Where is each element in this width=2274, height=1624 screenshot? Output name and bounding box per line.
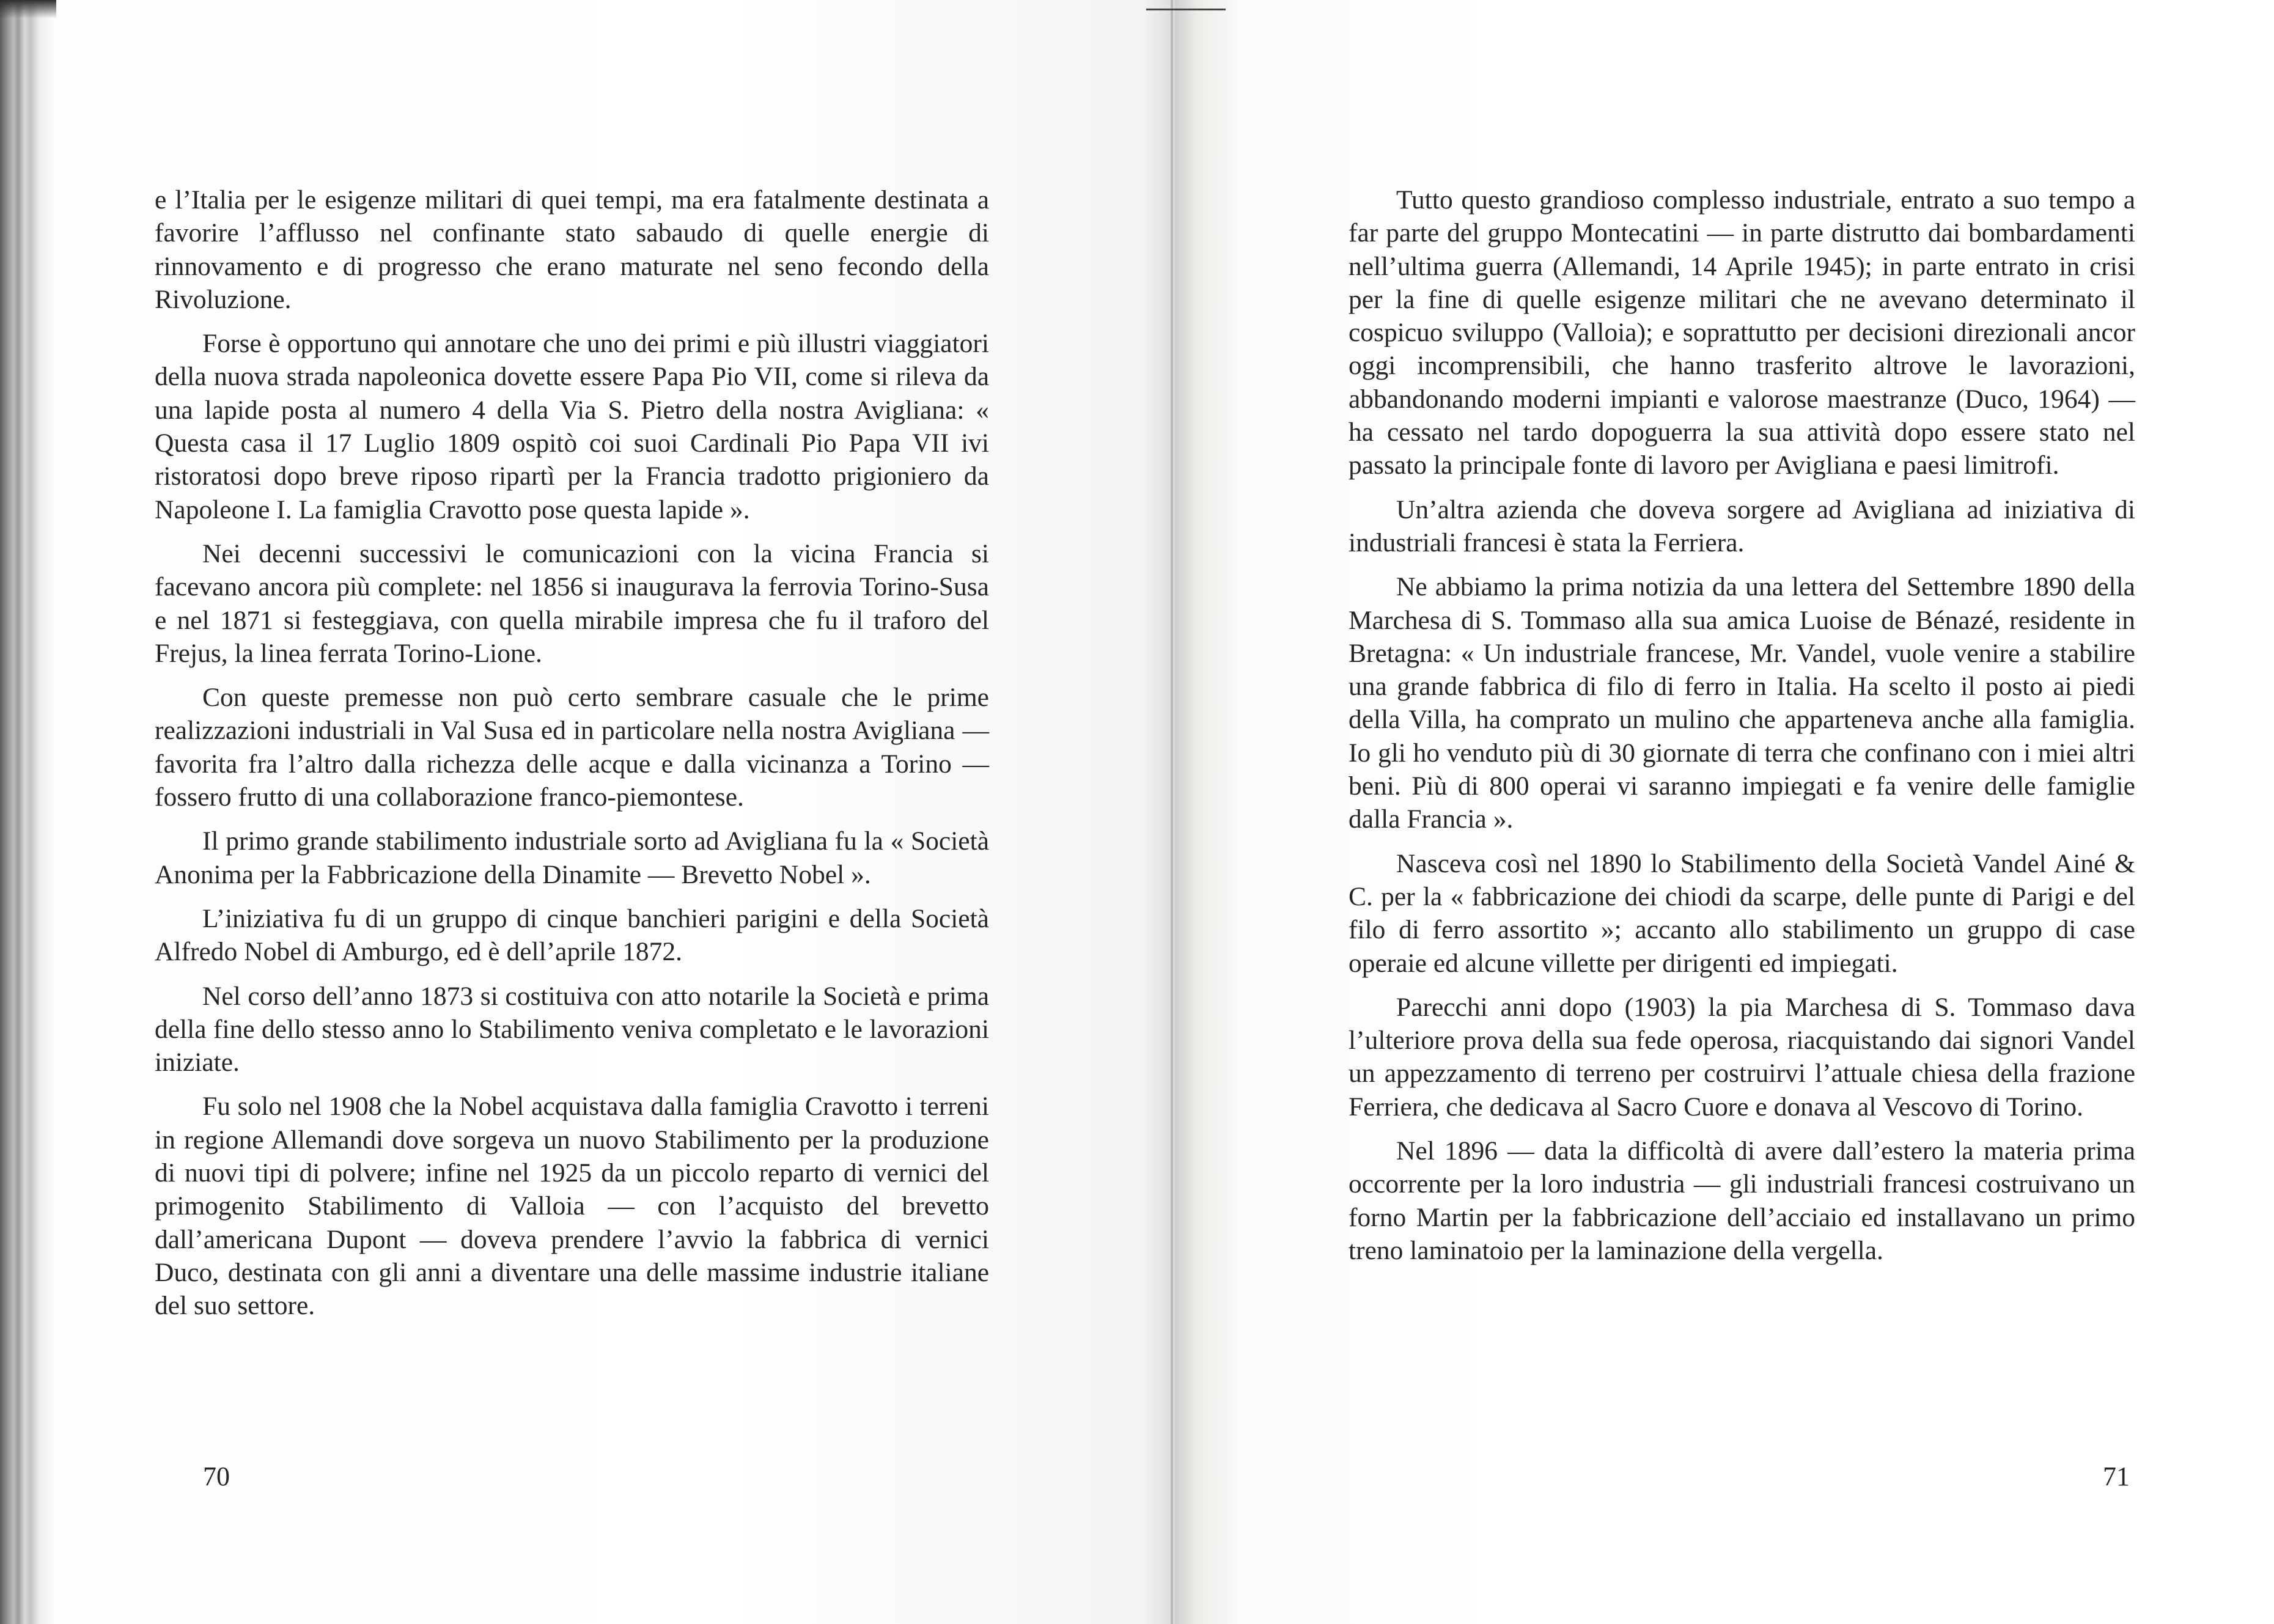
paragraph: Ne abbiamo la prima notizia da una lettera del Settembre 1890 della Marchesa di S. Tommaso alla sua amica Luoise de Bénazé, residente in Bretagna: « Un industriale francese, Mr. Vandel, vuole venire a stabilire una grande fabbrica di filo di ferro in Italia. Ha scelto il posto ai piedi della Villa, ha comprato un mulino che apparteneva anche alla famiglia. Io gli ho venduto più di 30 giornate di terra che confinano con i miei altri beni. Più di 800 operai vi saranno impiegati e fa venire delle famiglie dalla Francia ». xyxy=(1349,572,2135,834)
left-page-text xyxy=(155,183,989,1334)
paragraph: L’iniziativa fu di un gruppo di cinque banchieri parigini e della Società Alfredo Nobel di Amburgo, ed è dell’aprile 1872. xyxy=(155,903,989,967)
paragraph: Parecchi anni dopo (1903) la pia Marchesa di S. Tommaso dava l’ulteriore prova della sua fede operosa, riacquistando dai signori Vandel un appezzamento di terreno per costruirvi l’attuale chiesa della frazione Ferriera, che dedicava al Sacro Cuore e donava al Vescovo di Torino. xyxy=(1349,992,2135,1122)
gutter-mark xyxy=(1146,9,1226,10)
paragraph: Nel 1896 — data la difficoltà di avere dall’estero la materia prima occorrente per la loro industria — gli industriali francesi costruivano un forno Martin per la fabbricazione dell’acciaio ed installavano un primo treno laminatoio per la laminazione della vergella. xyxy=(1349,1136,2135,1265)
paragraph: Un’altra azienda che doveva sorgere ad Avigliana ad iniziativa di industriali francesi è stata la Ferriera. xyxy=(1349,494,2135,557)
paragraph: Forse è opportuno qui annotare che uno dei primi e più illustri viaggiatori della nuova strada napoleonica dovette essere Papa Pio VII, come si rileva da una lapide posta al numero 4 della Via S. Pietro della nostra Avigliana: « Questa casa il 17 Luglio 1809 ospitò coi suoi Cardinali Pio Papa VII ivi ristoratosi dopo breve riposo ripartì per la Francia tradotto prigioniero da Napoleone I. La famiglia Cravotto pose questa lapide ». xyxy=(155,329,989,524)
page-number-left: 70 xyxy=(203,1461,230,1491)
book-page-edges xyxy=(0,0,56,1624)
page-number-right: 71 xyxy=(2103,1461,2130,1491)
paragraph: Nel corso dell’anno 1873 si costituiva con atto notarile la Società e prima della fine dello stesso anno lo Stabilimento veniva completato e le lavorazioni iniziate. xyxy=(155,981,989,1078)
right-page-text xyxy=(1349,183,2135,1278)
paragraph: Con queste premesse non può certo sembrare casuale che le prime realizzazioni industriali in Val Susa ed in particolare nella nostra Avigliana — favorita fra l’altro dalla richezza delle acque e dalla vicinanza a Torino — fossero frutto di una collaborazione franco-piemontese. xyxy=(155,683,989,812)
paragraph: Nei decenni successivi le comunicazioni con la vicina Francia si facevano ancora più complete: nel 1856 si inaugurava la ferrovia Torino-Susa e nel 1871 si festeggiava, con quella mirabile impresa che fu il traforo del Frejus, la linea ferrata Torino-Lione. xyxy=(155,538,989,668)
paragraph: Fu solo nel 1908 che la Nobel acquistava dalla famiglia Cravotto i terreni in regione Allemandi dove sorgeva un nuovo Stabilimento per la produzione di nuovi tipi di polvere; infine nel 1925 da un piccolo reparto di vernici del primogenito Stabilimento di Valloia — con l’acquisto del brevetto dall’americana Dupont — doveva prendere l’avvio la fabbrica di vernici Duco, destinata con gli anni a diventare una delle massime industrie italiane del suo settore. xyxy=(155,1092,989,1321)
book-edge-shadow xyxy=(0,0,56,18)
paragraph: Tutto questo grandioso complesso industriale, entrato a suo tempo a far parte del gruppo Montecatini — in parte distrutto dai bombardamenti nell’ultima guerra (Allemandi, 14 Aprile 1945); in parte entrato in crisi per la fine di quelle esigenze militari che ne avevano determinato il cospicuo sviluppo (Valloia); e soprattutto per decisioni direzionali ancor oggi incomprensibili, che hanno trasferito altrove le lavorazioni, abbandonando moderni impianti e valorose maestranze (Duco, 1964) — ha cessato nel tardo dopoguerra la sua attività dopo essere stato nel passato la principale fonte di lavoro per Avigliana e paesi limitrofi. xyxy=(1349,185,2135,480)
paragraph: e l’Italia per le esigenze militari di quei tempi, ma era fatalmente destinata a favorire l’afflusso nel confinante stato sabaudo di quelle energie di rinnovamento e di progresso che erano maturate nel seno fecondo della Rivoluzione. xyxy=(155,185,989,314)
book-gutter xyxy=(1171,0,1173,1624)
paragraph: Nasceva così nel 1890 lo Stabilimento della Società Vandel Ainé & C. per la « fabbricazione dei chiodi da scarpe, delle punte di Parigi e del filo di ferro assortito »; accanto allo stabilimento un gruppo di case operaie ed alcune villette per dirigenti ed impiegati. xyxy=(1349,848,2135,978)
paragraph: Il primo grande stabilimento industriale sorto ad Avigliana fu la « Società Anonima per la Fabbricazione della Dinamite — Brevetto Nobel ». xyxy=(155,826,989,889)
